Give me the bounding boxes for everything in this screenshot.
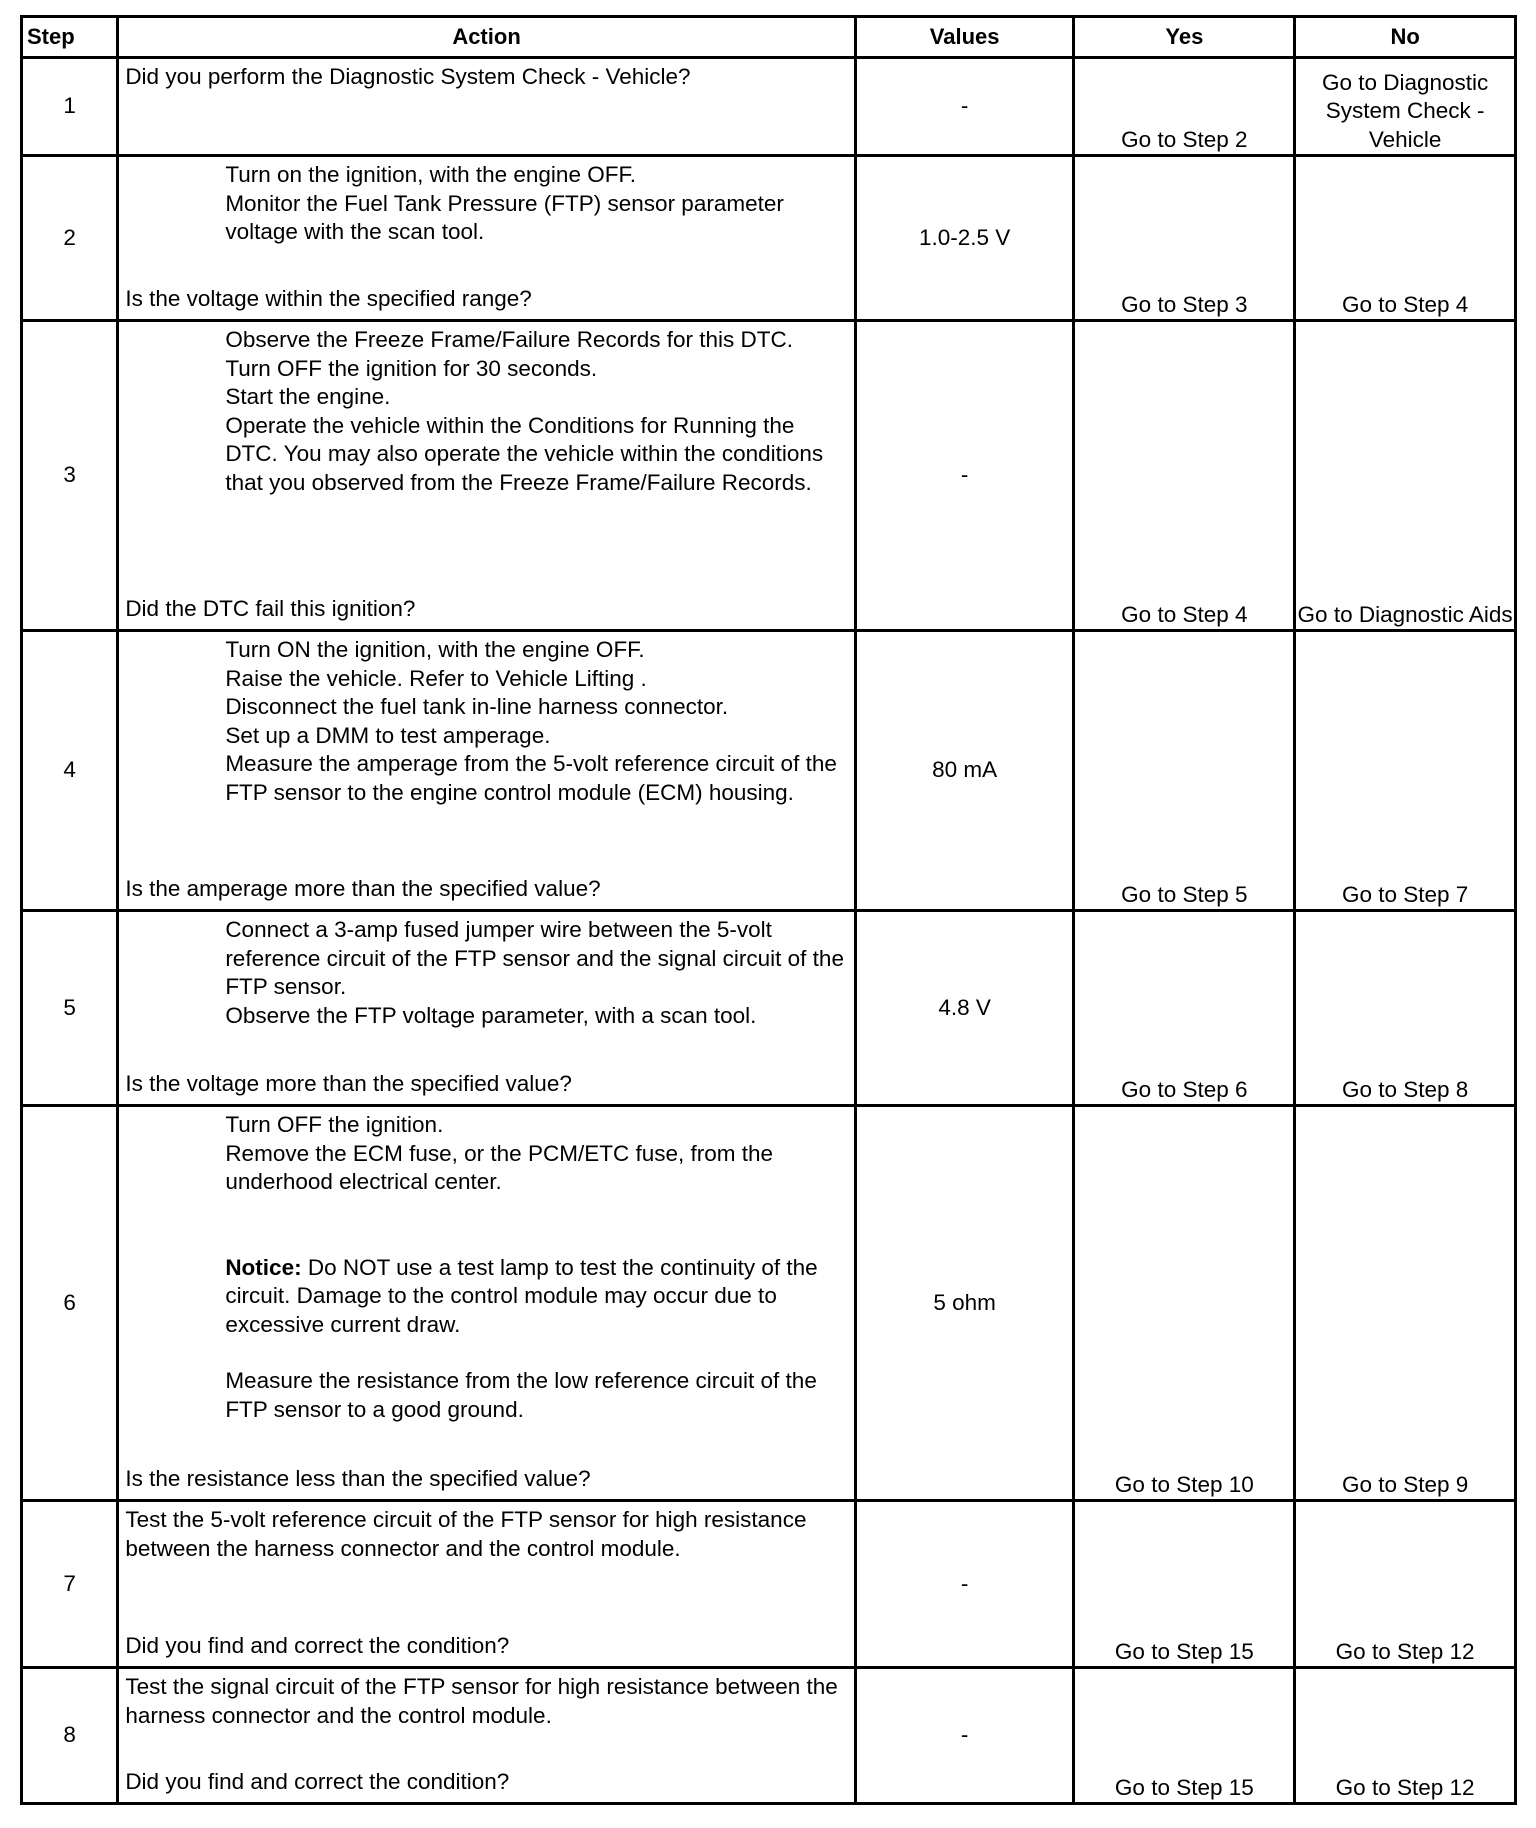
yes-cell: Go to Step 3 xyxy=(1074,156,1295,321)
table-row xyxy=(22,1106,1516,1501)
step-number: 7 xyxy=(22,1501,118,1668)
action-step: Start the engine. xyxy=(225,384,391,409)
action-step: Connect a 3-amp fused jumper wire between the 5-volt reference circuit of the FTP sensor and the signal circuit of the FTP sensor. xyxy=(225,917,844,999)
header-yes: Yes xyxy=(1074,17,1295,58)
no-cell: Go to Step 12 xyxy=(1295,1501,1516,1668)
no-cell: Go to Diagnostic System Check - Vehicle xyxy=(1295,58,1516,156)
header-action: Action xyxy=(118,17,855,58)
action-question: Did the DTC fail this ignition? xyxy=(125,595,416,621)
action-step: Set up a DMM to test amperage. xyxy=(225,722,551,748)
yes-cell: Go to Step 2 xyxy=(1074,58,1295,156)
no-cell: Go to Step 7 xyxy=(1295,631,1516,911)
yes-cell: Go to Step 5 xyxy=(1074,631,1295,911)
yes-cell: Go to Step 4 xyxy=(1074,321,1295,631)
yes-cell: Go to Step 15 xyxy=(1074,1501,1295,1668)
step-number: 5 xyxy=(22,911,118,1106)
action-steps xyxy=(125,636,849,807)
action-steps xyxy=(125,326,849,497)
yes-cell: Go to Step 15 xyxy=(1074,1668,1295,1804)
action-question: Did you find and correct the condition? xyxy=(125,1632,510,1658)
no-cell: Go to Step 9 xyxy=(1295,1106,1516,1501)
table-row xyxy=(22,911,1516,1106)
table-row xyxy=(22,1501,1516,1668)
action-step: Monitor the Fuel Tank Pressure (FTP) sensor parameter voltage with the scan tool. xyxy=(225,190,784,244)
diagnostic-table xyxy=(20,15,1517,1805)
step-number: 6 xyxy=(22,1106,118,1501)
action-cell xyxy=(118,156,855,321)
no-cell: Go to Step 8 xyxy=(1295,911,1516,1106)
action-step: Operate the vehicle within the Conditions for Running the DTC. You may also operate the vehicle within the conditions that you observed from the Freeze Frame/Failure Records. xyxy=(225,412,824,495)
header-no: No xyxy=(1295,17,1516,58)
value-cell: 4.8 V xyxy=(855,911,1074,1106)
table-row xyxy=(22,1668,1516,1804)
action-instruction: Did you perform the Diagnostic System Check - Vehicle? xyxy=(125,64,691,89)
action-question: Is the resistance less than the specified value? xyxy=(125,1465,591,1491)
value-cell: 5 ohm xyxy=(855,1106,1074,1501)
action-question: Is the voltage within the specified range? xyxy=(125,285,532,311)
action-question: Is the voltage more than the specified value? xyxy=(125,1070,572,1096)
no-cell: Go to Step 4 xyxy=(1295,156,1516,321)
step-number: 2 xyxy=(22,156,118,321)
header-values: Values xyxy=(855,17,1074,58)
action-step: Measure the amperage from the 5-volt reference circuit of the FTP sensor to the engine control module (ECM) housing. xyxy=(225,751,837,805)
action-step: Turn OFF the ignition. xyxy=(225,1112,444,1137)
notice-label: Notice: xyxy=(225,1254,302,1280)
step-number: 4 xyxy=(22,631,118,911)
action-cell xyxy=(118,911,855,1106)
action-step: Raise the vehicle. Refer to Vehicle Lifting . xyxy=(225,665,647,691)
value-cell: - xyxy=(855,321,1074,631)
yes-cell: Go to Step 6 xyxy=(1074,911,1295,1106)
action-cell xyxy=(118,631,855,911)
action-step: Measure the resistance from the low reference circuit of the FTP sensor to a good ground. xyxy=(225,1368,817,1422)
step-number: 1 xyxy=(22,58,118,156)
value-cell: 80 mA xyxy=(855,631,1074,911)
yes-cell: Go to Step 10 xyxy=(1074,1106,1295,1501)
action-instruction: Test the 5-volt reference circuit of the FTP sensor for high resistance between the harness connector and the control module. xyxy=(125,1507,807,1561)
no-cell: Go to Diagnostic Aids xyxy=(1295,321,1516,631)
action-cell xyxy=(118,1668,855,1804)
value-cell: 1.0-2.5 V xyxy=(855,156,1074,321)
table-row xyxy=(22,631,1516,911)
value-cell: - xyxy=(855,1501,1074,1668)
action-step: Observe the Freeze Frame/Failure Records for this DTC. xyxy=(225,327,793,352)
step-number: 8 xyxy=(22,1668,118,1804)
notice-text: Do NOT use a test lamp to test the continuity of the circuit. Damage to the control module may occur due to excessive current draw. xyxy=(225,1254,818,1337)
action-cell xyxy=(118,321,855,631)
action-cell xyxy=(118,1106,855,1501)
action-steps xyxy=(125,161,849,247)
action-step: Turn ON the ignition, with the engine OFF. xyxy=(225,637,645,662)
table-row xyxy=(22,321,1516,631)
action-step: Remove the ECM fuse, or the PCM/ETC fuse, from the underhood electrical center. xyxy=(225,1140,774,1194)
action-step: Observe the FTP voltage parameter, with a scan tool. xyxy=(225,1002,757,1028)
step-number: 3 xyxy=(22,321,118,631)
action-step: Disconnect the fuel tank in-line harness connector. xyxy=(225,694,729,719)
header-step: Step xyxy=(22,17,118,58)
action-cell xyxy=(118,1501,855,1668)
action-steps xyxy=(125,916,849,1030)
action-question: Did you find and correct the condition? xyxy=(125,1768,510,1794)
table-row xyxy=(22,58,1516,156)
action-instruction: Test the signal circuit of the FTP sensor for high resistance between the harness connector and the control module. xyxy=(125,1674,838,1728)
value-cell: - xyxy=(855,1668,1074,1804)
no-cell: Go to Step 12 xyxy=(1295,1668,1516,1804)
table-row xyxy=(22,156,1516,321)
notice xyxy=(225,1254,849,1340)
action-steps xyxy=(125,1111,849,1424)
header-row xyxy=(22,17,1516,58)
action-step: Turn OFF the ignition for 30 seconds. xyxy=(225,355,598,381)
action-question: Is the amperage more than the specified value? xyxy=(125,875,601,901)
action-step: Turn on the ignition, with the engine OFF. xyxy=(225,162,636,187)
action-cell xyxy=(118,58,855,156)
value-cell: - xyxy=(855,58,1074,156)
